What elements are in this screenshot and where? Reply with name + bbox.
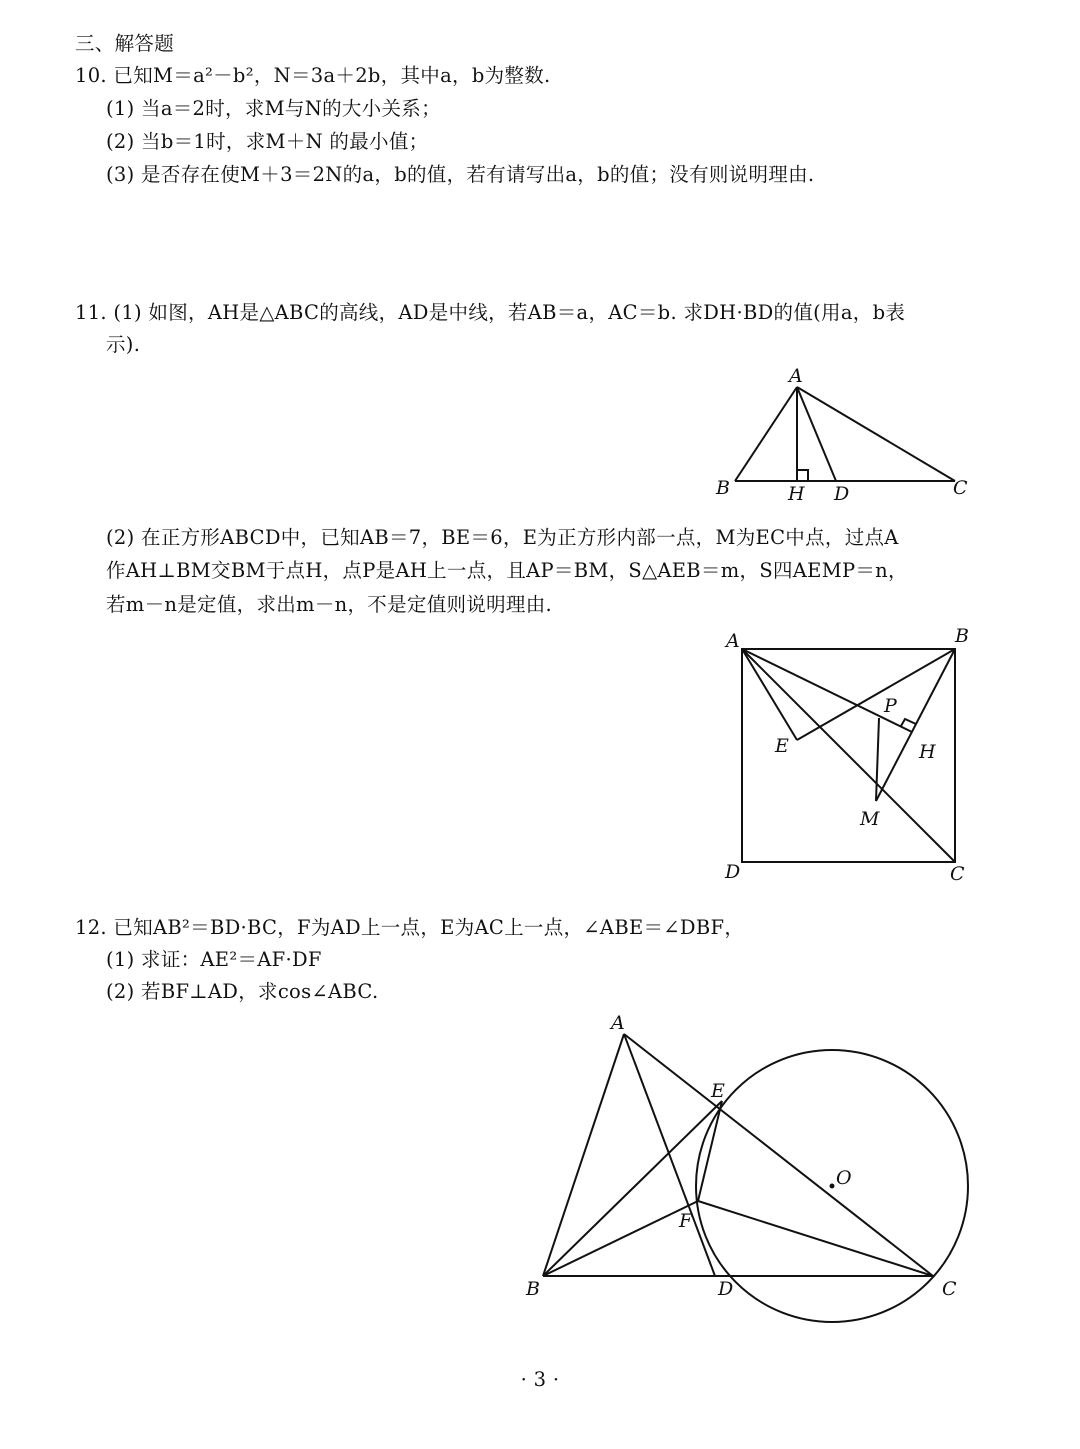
fig3-label-d: D	[718, 1278, 734, 1300]
fig2-label-h: H	[919, 741, 936, 763]
q11-part2-line2: 作AH⊥BM交BM于点H，点P是AH上一点，且AP＝BM，S△AEB＝m，S四AEMP＝n，	[106, 559, 908, 582]
q11-part2-line1: (2) 在正方形ABCD中，已知AB＝7，BE＝6，E为正方形内部一点，M为EC中点，过点A	[106, 526, 899, 549]
q10-part2: (2) 当b＝1时，求M＋N 的最小值；	[106, 130, 429, 153]
fig3-label-f: F	[679, 1210, 693, 1232]
fig1-label-h: H	[788, 483, 805, 505]
q10-part3: (3) 是否存在使M＋3＝2N的a，b的值，若有请写出a，b的值；没有则说明理由.	[106, 163, 815, 186]
q10-stem: 10. 已知M＝a²－b²，N＝3a＋2b，其中a，b为整数.	[75, 64, 551, 87]
fig3-label-e: E	[711, 1080, 725, 1102]
fig3-label-b: B	[526, 1278, 540, 1300]
q11-stem-line1: 11. (1) 如图，AH是△ABC的高线，AD是中线，若AB＝a，AC＝b. 求DH·BD的值(用a，b表	[75, 301, 906, 324]
q12-part1: (1) 求证：AE²＝AF·DF	[106, 948, 322, 971]
section-title: 三、解答题	[75, 32, 175, 55]
fig1-label-d: D	[834, 483, 850, 505]
fig2-label-c: C	[950, 863, 965, 885]
fig1-label-b: B	[716, 477, 730, 499]
fig2-label-b: B	[955, 625, 969, 647]
fig2-label-a: A	[726, 630, 740, 652]
fig2-label-m: M	[860, 808, 880, 830]
page-number: · 3 ·	[520, 1368, 560, 1391]
fig2-label-p: P	[884, 695, 897, 717]
q11-part2-line3: 若m－n是定值，求出m－n，不是定值则说明理由.	[106, 593, 552, 616]
fig3-label-o: O	[836, 1167, 852, 1189]
fig3-label-a: A	[611, 1012, 625, 1034]
fig1-label-a: A	[789, 365, 803, 387]
fig2-label-d: D	[725, 861, 741, 883]
fig2-label-e: E	[775, 735, 789, 757]
q12-part2: (2) 若BF⊥AD，求cos∠ABC.	[106, 980, 379, 1003]
q10-part1: (1) 当a＝2时，求M与N的大小关系；	[106, 97, 441, 120]
q11-stem-line2: 示).	[106, 333, 141, 356]
fig3-label-c: C	[942, 1278, 957, 1300]
q12-stem: 12. 已知AB²＝BD·BC，F为AD上一点，E为AC上一点，∠ABE＝∠DBF，	[75, 916, 745, 939]
fig1-label-c: C	[953, 477, 968, 499]
